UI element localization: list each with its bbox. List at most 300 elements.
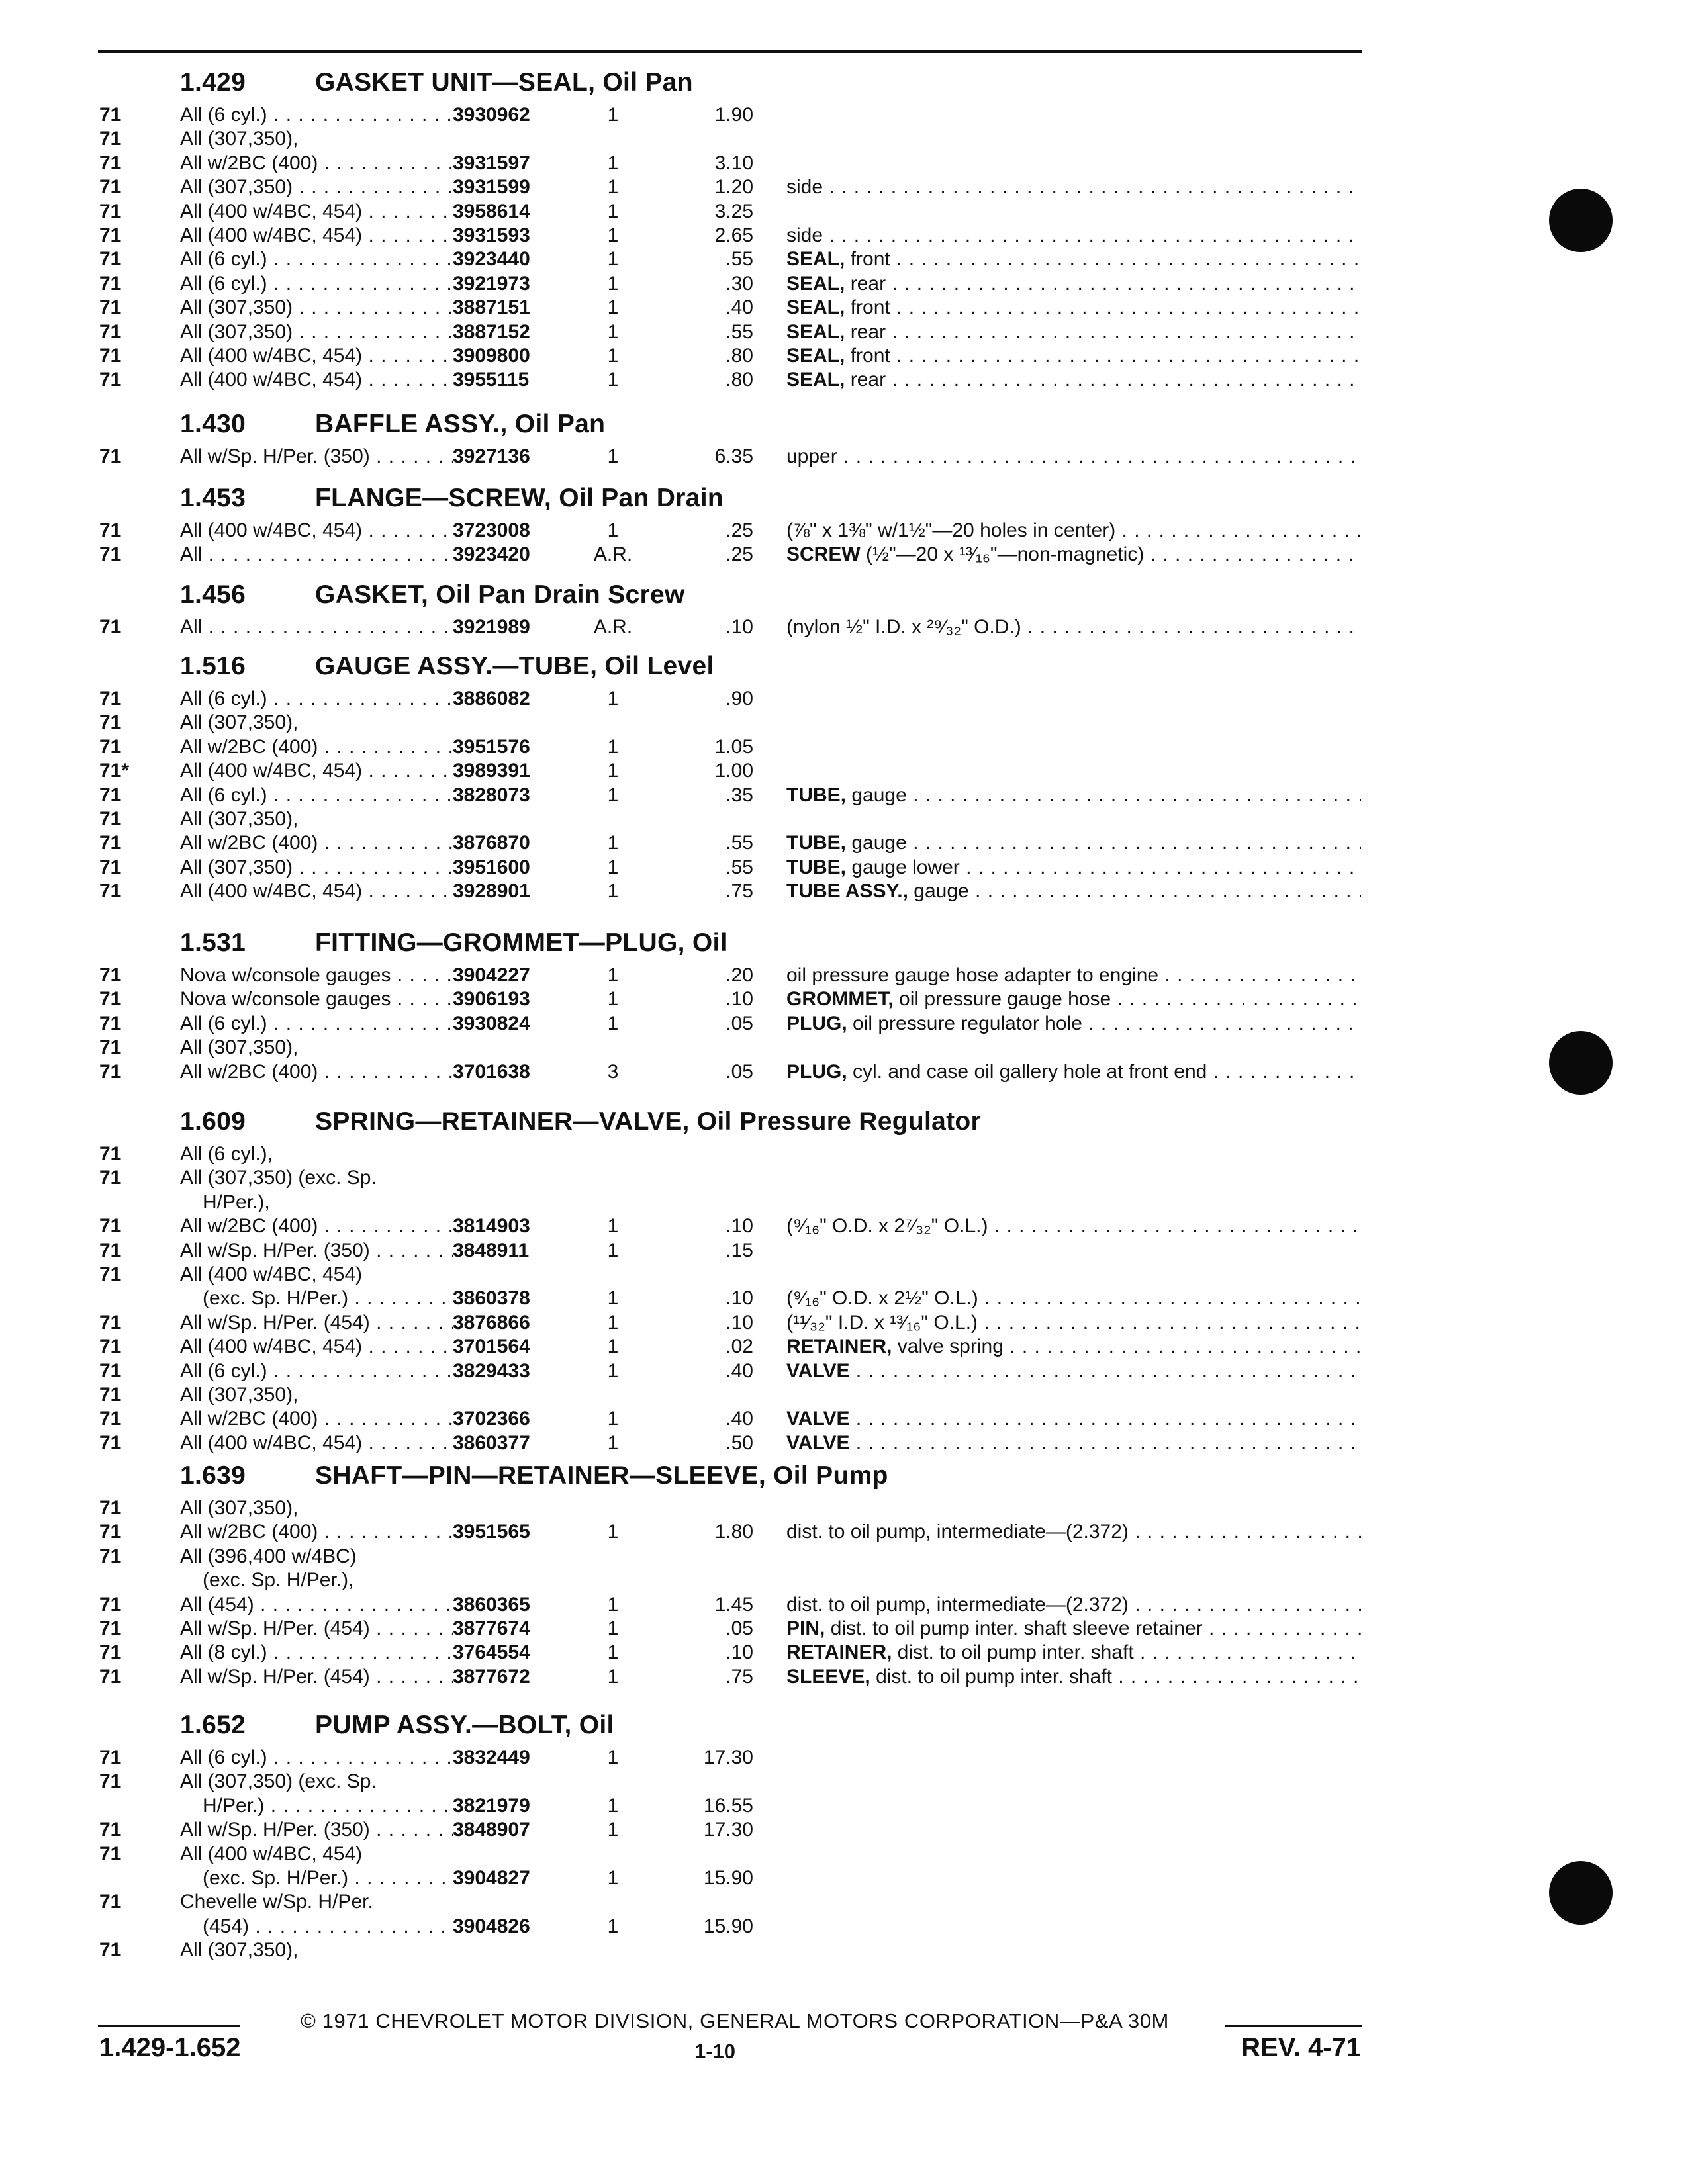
model-year: 71 [99, 1263, 122, 1285]
model-year: 71 [99, 1311, 122, 1334]
part-number: 3764554 [453, 1641, 530, 1664]
quantity: 1 [607, 248, 619, 271]
quantity: 1 [607, 1593, 619, 1615]
application-description: All w/2BC (400) . . . [180, 1060, 453, 1084]
part-note [786, 1335, 1361, 1359]
table-row [0, 1311, 1688, 1335]
application-description: All w/Sp. H/Per. (350) . . . [180, 445, 453, 469]
application-description: All (400 w/4BC, 454) . . . [180, 344, 453, 368]
model-year: 71 [99, 1336, 122, 1358]
table-row [0, 272, 1688, 296]
part-number: 3886082 [453, 688, 530, 709]
part-note [786, 615, 1361, 639]
quantity: 1 [607, 735, 619, 758]
table-row [0, 807, 1688, 831]
part-note [786, 224, 1361, 248]
section-number: 1.652 [180, 1711, 246, 1739]
price: 1.90 [714, 104, 753, 126]
part-number: 3814903 [453, 1215, 530, 1238]
price: .25 [726, 543, 753, 566]
price: .80 [726, 345, 753, 367]
price: .80 [726, 369, 753, 391]
section-title: SHAFT—PIN—RETAINER—SLEEVE, Oil Pump [315, 1461, 888, 1490]
part-number: 3876870 [453, 832, 530, 854]
table-row [0, 1060, 1688, 1084]
application-description: All w/Sp. H/Per. (350) . . . [180, 1818, 453, 1842]
price: .05 [726, 1617, 753, 1639]
price: .30 [726, 272, 753, 295]
copyright-notice: © 1971 CHEVROLET MOTOR DIVISION, GENERAL MOTORS CORPORATION—P&A 30M [301, 2009, 1169, 2032]
model-year: 71 [99, 152, 122, 174]
top-rule [98, 50, 1362, 53]
part-note [786, 856, 1361, 880]
table-row [0, 1166, 1688, 1190]
application-description: All (307,350), [180, 1497, 299, 1519]
application-description: H/Per.) . . . [203, 1794, 453, 1818]
table-row [0, 1915, 1688, 1938]
application-description: All w/2BC (400) . . . [180, 1520, 453, 1544]
part-number: 3829433 [453, 1359, 530, 1382]
section-title: PUMP ASSY.—BOLT, Oil [315, 1711, 614, 1739]
application-description: All (307,350), [180, 808, 299, 830]
application-description: All (400 w/4BC, 454) . . . [180, 368, 453, 392]
table-row [0, 1287, 1688, 1310]
note-keyword: SEAL, [786, 320, 845, 343]
application-description: All (6 cyl.) . . . [180, 1746, 453, 1770]
part-note [786, 1617, 1361, 1641]
model-year: 71 [99, 1521, 122, 1543]
quantity: 1 [607, 832, 619, 854]
part-number: 3828073 [453, 784, 530, 806]
application-description: All (307,350) (exc. Sp. [180, 1167, 377, 1189]
price: 17.30 [703, 1819, 753, 1841]
table-row [0, 296, 1688, 320]
table-row [0, 735, 1688, 759]
application-description: All (307,350) . . . [180, 320, 453, 344]
application-description: All (8 cyl.) . . . [180, 1641, 453, 1664]
part-number: 3887151 [453, 296, 530, 319]
section-number: 1.429 [180, 68, 246, 97]
part-number: 3955115 [453, 369, 530, 391]
note-text: (¹¹⁄₃₂" I.D. x ¹³⁄₁₆" O.L.) [786, 1311, 978, 1334]
table-row [0, 711, 1688, 735]
price: .55 [726, 320, 753, 343]
section-heading [180, 66, 693, 99]
model-year: 71 [99, 104, 122, 126]
quantity: 1 [607, 856, 619, 878]
part-number: 3702366 [453, 1408, 530, 1430]
section-heading [180, 927, 727, 960]
application-description: All w/Sp. H/Per. (454) . . . [180, 1617, 453, 1641]
table-row [0, 1012, 1688, 1036]
section-title: FLANGE—SCREW, Oil Pan Drain [315, 484, 724, 512]
table-row [0, 1142, 1688, 1166]
quantity: 1 [607, 1641, 619, 1664]
model-year: 71 [99, 1593, 122, 1615]
quantity: 1 [607, 152, 619, 174]
table-row [0, 1407, 1688, 1431]
model-year: 71 [99, 1143, 122, 1165]
model-year: 71 [99, 176, 122, 199]
part-number: 3906193 [453, 988, 530, 1011]
note-keyword: SEAL, [786, 272, 845, 295]
application-description: All (400 w/4BC, 454) [180, 1843, 363, 1865]
table-row [0, 1818, 1688, 1842]
table-row [0, 987, 1688, 1011]
model-year: 71 [99, 688, 122, 709]
model-year: 71 [99, 272, 122, 295]
table-row [0, 1890, 1688, 1914]
model-year: 71 [99, 1036, 122, 1059]
price: 1.00 [714, 760, 753, 782]
part-number: 3930962 [453, 104, 530, 126]
note-keyword: PLUG, [786, 1012, 847, 1034]
note-text: side [786, 224, 823, 246]
application-description: All (400 w/4BC, 454) . . . [180, 200, 453, 224]
table-row [0, 1239, 1688, 1263]
table-row [0, 320, 1688, 344]
quantity: 1 [607, 272, 619, 295]
note-text: side [786, 176, 823, 199]
quantity: 1 [607, 1359, 619, 1382]
note-keyword: SCREW [786, 543, 861, 566]
part-note [786, 344, 1361, 368]
quantity: 1 [607, 1747, 619, 1768]
model-year: 71 [99, 445, 122, 467]
table-row [0, 368, 1688, 392]
part-number: 3877674 [453, 1617, 530, 1639]
table-row [0, 880, 1688, 903]
part-note [786, 1287, 1361, 1310]
table-row [0, 103, 1688, 127]
table-row [0, 784, 1688, 807]
price: 1.45 [714, 1593, 753, 1615]
application-description: All (400 w/4BC, 454) . . . [180, 759, 453, 783]
table-row [0, 1383, 1688, 1407]
part-number: 3927136 [453, 445, 530, 467]
footer-rule [1225, 2025, 1362, 2027]
price: .10 [726, 1311, 753, 1334]
table-row [0, 445, 1688, 469]
note-keyword: SEAL, [786, 248, 845, 271]
quantity: 1 [607, 1215, 619, 1238]
table-row [0, 224, 1688, 248]
part-number: 3860377 [453, 1432, 530, 1454]
quantity: 3 [607, 1060, 619, 1083]
model-year: 71 [99, 224, 122, 246]
note-text: dist. to oil pump inter. shaft [876, 1665, 1112, 1688]
section-title: GASKET UNIT—SEAL, Oil Pan [315, 68, 693, 97]
section-number: 1.531 [180, 929, 246, 957]
model-year: 71 [99, 735, 122, 758]
model-year: 71 [99, 320, 122, 343]
part-number: 3931593 [453, 224, 530, 246]
part-number: 3848907 [453, 1819, 530, 1841]
model-year: 71 [99, 856, 122, 878]
application-description: (exc. Sp. H/Per.) . . . [203, 1866, 453, 1890]
application-description: All (307,350), [180, 711, 299, 734]
application-description: All w/2BC (400) . . . [180, 152, 453, 175]
price: .55 [726, 832, 753, 854]
price: 1.80 [714, 1521, 753, 1543]
price: 16.55 [703, 1794, 753, 1817]
application-description: All (307,350), [180, 128, 299, 150]
price: 3.10 [714, 152, 753, 174]
part-note [786, 1432, 1361, 1455]
part-number: 3921989 [453, 616, 530, 638]
section-number: 1.516 [180, 652, 246, 680]
section-number: 1.609 [180, 1107, 246, 1136]
note-text: front [850, 345, 890, 367]
table-row [0, 344, 1688, 368]
quantity: 1 [607, 1867, 619, 1889]
model-year: 71 [99, 1497, 122, 1519]
table-row [0, 1843, 1688, 1866]
part-note [786, 445, 1361, 469]
page-number: 1-10 [694, 2040, 736, 2063]
section-title: FITTING—GROMMET—PLUG, Oil [315, 929, 727, 957]
part-note [786, 1311, 1361, 1335]
model-year: 71 [99, 1060, 122, 1083]
quantity: 1 [607, 520, 619, 541]
price: 2.65 [714, 224, 753, 246]
note-text: upper [786, 445, 837, 467]
part-number: 3701564 [453, 1336, 530, 1358]
application-description: All w/Sp. H/Per. (454) . . . [180, 1311, 453, 1335]
section-title: GASKET, Oil Pan Drain Screw [315, 580, 685, 609]
price: .75 [726, 1665, 753, 1688]
model-year: 71 [99, 1167, 122, 1189]
part-note [786, 880, 1361, 903]
table-row [0, 856, 1688, 880]
price: .05 [726, 1012, 753, 1034]
note-keyword: TUBE, [786, 784, 846, 806]
application-description: All w/Sp. H/Per. (350) . . . [180, 1239, 453, 1263]
application-description: All (307,350) (exc. Sp. [180, 1770, 377, 1793]
part-number: 3951576 [453, 735, 530, 758]
quantity: 1 [607, 1311, 619, 1334]
table-row [0, 1545, 1688, 1569]
price: .10 [726, 1641, 753, 1664]
model-year: 71 [99, 1239, 122, 1261]
note-text: valve spring [897, 1336, 1004, 1358]
price: 6.35 [714, 445, 753, 467]
note-keyword: TUBE, [786, 856, 846, 878]
part-note [786, 519, 1361, 543]
application-description: Chevelle w/Sp. H/Per. [180, 1891, 373, 1913]
part-number: 3930824 [453, 1012, 530, 1034]
part-note [786, 1520, 1361, 1544]
table-row [0, 687, 1688, 711]
model-year: 71 [99, 296, 122, 319]
part-note [786, 831, 1361, 855]
application-description: All (6 cyl.) . . . [180, 103, 453, 127]
model-year: 71 [99, 1843, 122, 1865]
application-description: All (400 w/4BC, 454) . . . [180, 880, 453, 903]
price: 3.25 [714, 200, 753, 222]
application-description: All (6 cyl.) . . . [180, 248, 453, 271]
application-description: All (307,350), [180, 1036, 299, 1059]
note-text: (⅞" x 1⅜" w/1½"—20 holes in center) [786, 520, 1116, 541]
price: .90 [726, 688, 753, 709]
price: 1.20 [714, 176, 753, 199]
quantity: 1 [607, 296, 619, 319]
price: .10 [726, 1215, 753, 1238]
price: 15.90 [703, 1915, 753, 1937]
model-year: 71 [99, 1747, 122, 1768]
note-text: rear [850, 369, 886, 391]
part-number: 3958614 [453, 200, 530, 222]
price: .05 [726, 1060, 753, 1083]
application-description: All (307,350), [180, 1384, 299, 1406]
section-number: 1.430 [180, 410, 246, 438]
application-description: All (307,350) . . . [180, 856, 453, 880]
part-note [786, 296, 1361, 320]
note-text: oil pressure gauge hose [899, 988, 1111, 1011]
note-text: dist. to oil pump inter. shaft [897, 1641, 1134, 1664]
application-description: All w/2BC (400) . . . [180, 831, 453, 855]
application-description: (exc. Sp. H/Per.) . . . [203, 1287, 453, 1310]
application-description: All (6 cyl.) . . . [180, 784, 453, 807]
model-year: 71 [99, 1012, 122, 1034]
application-description: All (454) . . . [180, 1593, 453, 1617]
application-description: (exc. Sp. H/Per.), [203, 1569, 354, 1592]
part-number: 3876866 [453, 1311, 530, 1334]
application-description: All . . . [180, 615, 453, 639]
quantity: 1 [607, 1819, 619, 1841]
section-title: SPRING—RETAINER—VALVE, Oil Pressure Regulator [315, 1107, 982, 1136]
part-note [786, 987, 1361, 1011]
note-keyword: RETAINER, [786, 1641, 892, 1664]
section-heading [180, 408, 605, 441]
section-heading [180, 482, 724, 515]
table-row [0, 1641, 1688, 1664]
model-year: 71 [99, 520, 122, 541]
note-keyword: RETAINER, [786, 1336, 892, 1358]
quantity: 1 [607, 1287, 619, 1310]
model-year: 71 [99, 1408, 122, 1430]
quantity: 1 [607, 369, 619, 391]
section-heading [180, 1105, 981, 1138]
note-text: (½"—20 x ¹³⁄₁₆"—non-magnetic) [866, 543, 1145, 566]
application-description: All (307,350) . . . [180, 296, 453, 320]
table-row [0, 1866, 1688, 1890]
part-number: 3931599 [453, 176, 530, 199]
table-row [0, 152, 1688, 175]
note-keyword: SEAL, [786, 369, 845, 391]
model-year: 71 [99, 543, 122, 566]
note-keyword: PLUG, [786, 1060, 847, 1083]
note-text: front [850, 248, 890, 271]
model-year: 71 [99, 1617, 122, 1639]
part-number: 3877672 [453, 1665, 530, 1688]
application-description: All . . . [180, 543, 453, 567]
application-description: All (6 cyl.) . . . [180, 272, 453, 296]
price: .02 [726, 1336, 753, 1358]
table-row [0, 759, 1688, 783]
quantity: 1 [607, 1915, 619, 1937]
quantity: 1 [607, 760, 619, 782]
note-text: (⁹⁄₁₆" O.D. x 2½" O.L.) [786, 1287, 978, 1310]
model-year: 71 [99, 128, 122, 150]
note-text: cyl. and case oil gallery hole at front end [853, 1060, 1207, 1083]
model-year: 71 [99, 964, 122, 986]
application-description: All (400 w/4BC, 454) . . . [180, 224, 453, 248]
quantity: 1 [607, 224, 619, 246]
part-number: 3951600 [453, 856, 530, 878]
note-text: gauge [851, 784, 907, 806]
note-text: oil pressure regulator hole [853, 1012, 1082, 1034]
table-row [0, 1191, 1688, 1214]
table-row [0, 200, 1688, 224]
part-note [786, 320, 1361, 344]
price: .20 [726, 964, 753, 986]
table-row [0, 1770, 1688, 1794]
note-text: dist. to oil pump, intermediate—(2.372) [786, 1521, 1129, 1543]
table-row [0, 1036, 1688, 1060]
application-description: All (307,350) . . . [180, 175, 453, 199]
footer-rule [98, 2025, 240, 2027]
application-description: H/Per.), [203, 1191, 270, 1213]
part-note [786, 784, 1361, 807]
part-number: 3923420 [453, 543, 530, 566]
model-year: 71 [99, 200, 122, 222]
table-row [0, 1432, 1688, 1455]
price: .10 [726, 616, 753, 638]
table-row [0, 1746, 1688, 1770]
table-row [0, 831, 1688, 855]
quantity: 1 [607, 1432, 619, 1454]
section-heading [180, 1459, 888, 1492]
quantity: 1 [607, 320, 619, 343]
application-description: All w/2BC (400) . . . [180, 1214, 453, 1238]
table-row [0, 127, 1688, 151]
price: .40 [726, 296, 753, 319]
model-year: 71 [99, 711, 122, 734]
note-text: (⁹⁄₁₆" O.D. x 2⁷⁄₃₂" O.L.) [786, 1215, 988, 1238]
note-text: (nylon ½" I.D. x ²⁹⁄₃₂" O.D.) [786, 616, 1021, 638]
part-note [786, 1641, 1361, 1664]
note-keyword: VALVE [786, 1359, 850, 1382]
part-note [786, 1060, 1361, 1084]
table-row [0, 1335, 1688, 1359]
section-heading [180, 1709, 614, 1742]
model-year: 71 [99, 1891, 122, 1913]
price: .35 [726, 784, 753, 806]
model-year: 71 [99, 1215, 122, 1238]
model-year: 71 [99, 1770, 122, 1793]
part-number: 3832449 [453, 1747, 530, 1768]
part-note [786, 248, 1361, 271]
note-text: gauge [914, 880, 969, 903]
note-keyword: VALVE [786, 1408, 850, 1430]
note-keyword: PIN, [786, 1617, 825, 1639]
quantity: 1 [607, 1239, 619, 1261]
part-number: 3921973 [453, 272, 530, 295]
price: .10 [726, 1287, 753, 1310]
application-description: All (6 cyl.) . . . [180, 1012, 453, 1036]
part-number: 3989391 [453, 760, 530, 782]
quantity: 1 [607, 1794, 619, 1817]
table-row [0, 1593, 1688, 1617]
model-year: 71 [99, 808, 122, 830]
note-keyword: GROMMET, [786, 988, 894, 1011]
quantity: 1 [607, 784, 619, 806]
table-row [0, 1617, 1688, 1641]
note-keyword: VALVE [786, 1432, 850, 1454]
part-number: 3701638 [453, 1060, 530, 1083]
application-description: All w/Sp. H/Per. (454) . . . [180, 1665, 453, 1689]
